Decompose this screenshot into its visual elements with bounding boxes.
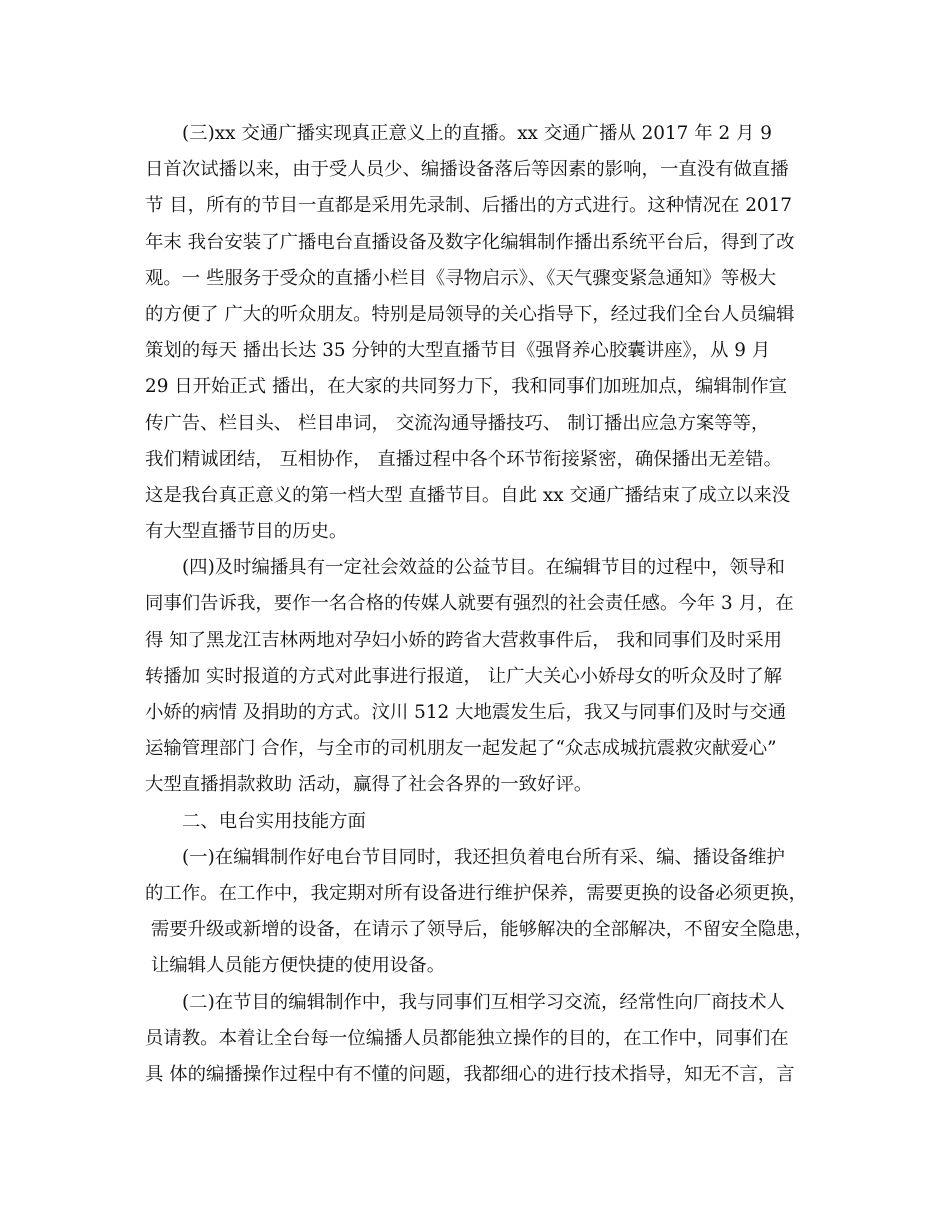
text-line: 这是我台真正意义的第一档大型 直播节目。自此 xx 交通广播结束了成立以来没 bbox=[145, 484, 791, 506]
text-line: 的工作。在工作中，我定期对所有设备进行维护保养，需要更换的设备必须更换， bbox=[145, 882, 808, 904]
text-line: 同事们告诉我，要作一名合格的传媒人就要有强烈的社会责任感。今年 3 月，在 bbox=[145, 593, 794, 615]
text-line: 有大型直播节目的历史。 bbox=[145, 521, 348, 543]
text-line: 传广告、栏目头、 栏目串词， 交流沟通导播技巧、 制订播出应急方案等等， bbox=[145, 412, 770, 434]
text-line: 具 体的编播操作过程中有不懂的问题，我都细心的进行技术指导，知无不言，言 bbox=[145, 1063, 795, 1085]
text-line: 转播加 实时报道的方式对此事进行报道， 让广大关心小娇母女的听众及时了解 bbox=[145, 665, 782, 687]
text-line: (三)xx 交通广播实现真正意义上的直播。xx 交通广播从 2017 年 2 月 9 bbox=[182, 123, 772, 144]
text-line: 小娇的病情 及捐助的方式。汶川 512 大地震发生后，我又与同事们及时与交通 bbox=[145, 702, 787, 723]
text-line: 员请教。本着让全台每一位编播人员都能独立操作的目的，在工作中，同事们在 bbox=[145, 1027, 789, 1049]
text-line: 节 目，所有的节目一直都是采用先录制、后播出的方式进行。这种情况在 2017 bbox=[145, 195, 792, 217]
text-line: 观。一 些服务于受众的直播小栏目《寻物启示》、《天气骤变紧急通知》等极大 bbox=[145, 267, 777, 289]
text-line: 需要升级或新增的设备，在请示了领导后，能够解决的全部解决，不留安全隐患， bbox=[145, 919, 813, 941]
text-line: 日首次试播以来，由于受人员少、编播设备落后等因素的影响，一直没有做直播 bbox=[145, 159, 789, 181]
text-line: 的方便了 广大的听众朋友。特别是局领导的关心指导下，经过我们全台人员编辑 bbox=[145, 303, 795, 325]
text-line: 得 知了黑龙江吉林两地对孕妇小娇的跨省大营救事件后， 我和同事们及时采用 bbox=[145, 629, 782, 651]
text-line: 29 日开始正式 播出，在大家的共同努力下，我和同事们加班加点，编辑制作宣 bbox=[145, 376, 787, 398]
document-body bbox=[145, 116, 825, 1093]
text-line: 策划的每天 播出长达 35 分钟的大型直播节目《强肾养心胶囊讲座》，从 9 月 bbox=[145, 340, 771, 362]
text-line: (四)及时编播具有一定社会效益的公益节目。在编辑节目的过程中，领导和 bbox=[182, 557, 785, 579]
text-line: 我们精诚团结， 互相协作， 直播过程中各个环节衔接紧密，确保播出无差错。 bbox=[145, 448, 782, 470]
text-line: (二)在节目的编辑制作中，我与同事们互相学习交流，经常性向厂商技术人 bbox=[182, 991, 785, 1013]
text-line: 年末 我台安装了广播电台直播设备及数字化编辑制作播出系统平台后，得到了改 bbox=[145, 231, 795, 253]
text-line: 二、电台实用技能方面 bbox=[182, 810, 366, 832]
text-line: 大型直播捐款救助 活动，赢得了社会各界的一致好评。 bbox=[145, 774, 593, 796]
text-line: 运输管理部门 合作，与全市的司机朋友一起发起了“众志成城抗震救灾献爱心” bbox=[145, 738, 777, 760]
text-line: (一)在编辑制作好电台节目同时，我还担负着电台所有采、编、播设备维护 bbox=[182, 846, 785, 868]
text-line: 让编辑人员能方便快捷的使用设备。 bbox=[145, 955, 446, 977]
